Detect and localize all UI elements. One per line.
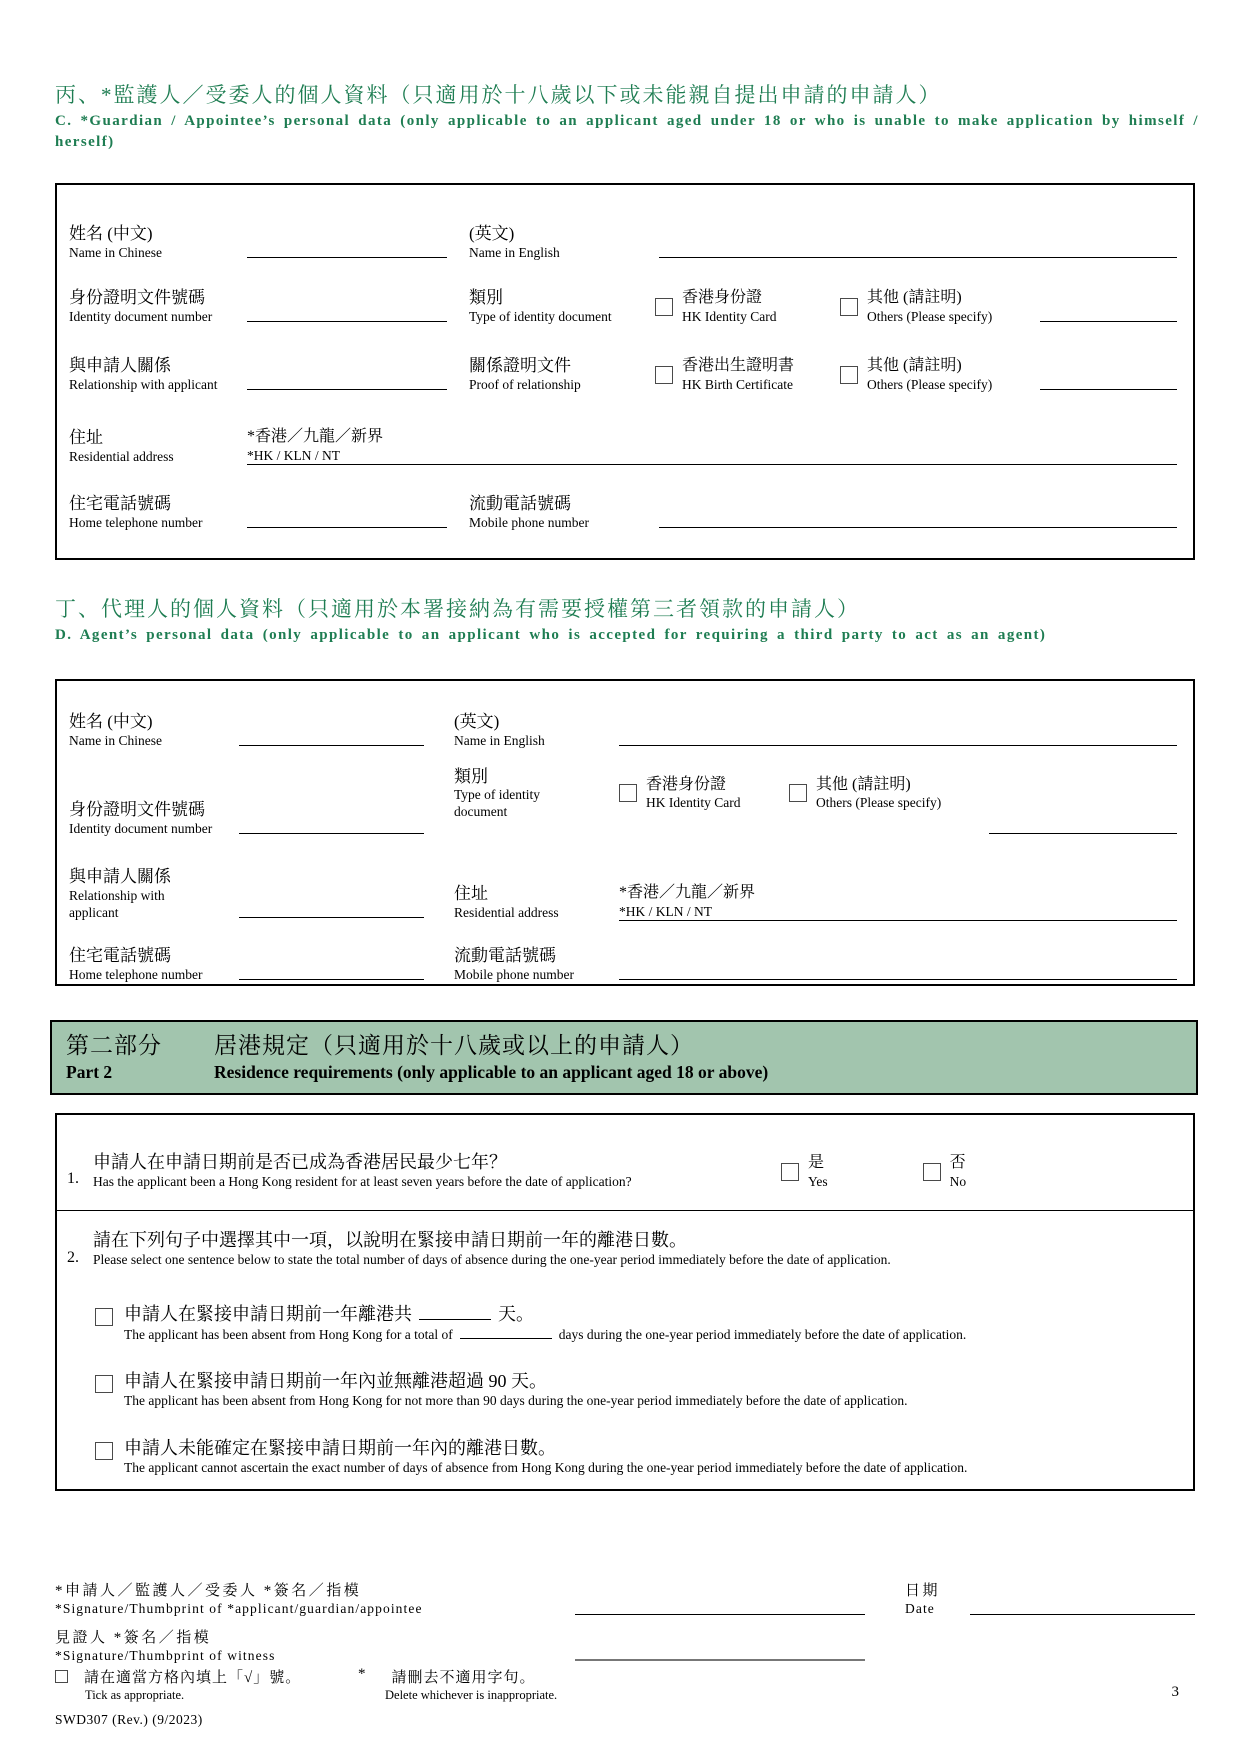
- q1-no-checkbox[interactable]: [923, 1163, 941, 1181]
- zh-text: 姓名 (中文): [69, 223, 153, 243]
- d-home-tel-line[interactable]: [239, 979, 424, 980]
- en-text: HK Birth Certificate: [682, 376, 793, 392]
- d-hk-id-card-checkbox[interactable]: [619, 784, 637, 802]
- section-c-title-en: C. *Guardian / Appointee’s personal data (only applicable to an applicant aged under 18 or who is unable to make application by himself / herself): [55, 113, 1199, 151]
- en-text: HK Identity Card: [682, 308, 777, 324]
- label-d-region: [619, 883, 755, 920]
- date-line[interactable]: [970, 1614, 1195, 1615]
- en-text: Relationship with applicant: [69, 888, 165, 920]
- label-c-region: [247, 427, 383, 464]
- zh-text: 申請人在申請日期前是否已成為香港居民最少七年？: [93, 1151, 507, 1172]
- zh-text: 否: [949, 1154, 966, 1172]
- c-hk-id-card-option: [655, 288, 840, 325]
- part2-title-zh: 居港規定（只適用於十八歲或以上的申請人）: [214, 1033, 694, 1058]
- part2-title-en: Residence requirements (only applicable to an applicant aged 18 or above): [214, 1061, 769, 1082]
- en-text: *HK / KLN / NT: [247, 447, 340, 463]
- d-id-others-line[interactable]: [989, 833, 1177, 834]
- row-c-id: [57, 261, 1193, 325]
- en-text: Type of identity document: [454, 787, 541, 819]
- question-2: [57, 1211, 1193, 1476]
- q2-option-1-checkbox[interactable]: [95, 1308, 113, 1326]
- zh-text: 住址: [69, 427, 103, 447]
- section-d-title-zh: 丁、代理人的個人資料（只適用於本署接納為有需要授權第三者領款的申請人）: [55, 597, 860, 621]
- en-text: Name in English: [469, 244, 560, 260]
- en-text: Name in Chinese: [69, 244, 162, 260]
- d-id-others-checkbox[interactable]: [789, 784, 807, 802]
- c-relationship-line[interactable]: [247, 389, 447, 390]
- zh-text: 申請人在緊接申請日期前一年離港共 天。: [124, 1303, 534, 1324]
- form-code: SWD307 (Rev.) (9/2023): [55, 1712, 203, 1727]
- d-name-english-line[interactable]: [619, 745, 1177, 746]
- c-name-english-line[interactable]: [659, 257, 1177, 258]
- label-c-name-english: [469, 223, 659, 261]
- zh-text: 身份證明文件號碼: [69, 799, 205, 819]
- row-c-address: [57, 393, 1193, 465]
- label-date: [905, 1582, 960, 1618]
- label-c-mobile: [469, 493, 659, 531]
- en-text: Residential address: [69, 448, 174, 464]
- c-id-others-checkbox[interactable]: [840, 298, 858, 316]
- zh-text: 與申請人關係: [69, 355, 171, 375]
- witness-signature-row: [55, 1629, 1195, 1665]
- c-home-tel-line[interactable]: [247, 527, 447, 528]
- label-witness-signature: [55, 1629, 575, 1665]
- label-c-id-number: [69, 287, 247, 325]
- page-number: 3: [1171, 1684, 1179, 1700]
- zh-text: *申請人／監護人／受委人 *簽名／指模: [55, 1583, 362, 1599]
- label-c-home-tel: [69, 493, 247, 531]
- zh-text: 關係證明文件: [469, 355, 571, 375]
- zh-text: *香港／九龍／新界: [619, 884, 756, 902]
- zh-text: 住宅電話號碼: [69, 493, 171, 513]
- d-address-line[interactable]: [619, 883, 1177, 921]
- days-blank-zh[interactable]: [419, 1307, 491, 1320]
- zh-text: 流動電話號碼: [454, 945, 556, 965]
- zh-text: 香港身份證: [682, 289, 763, 307]
- zh-text: 申請人在緊接申請日期前一年內並無離港超過 90 天。: [124, 1371, 547, 1391]
- witness-signature-line[interactable]: [575, 1659, 865, 1661]
- en-text: Mobile phone number: [454, 966, 574, 982]
- question-2-number: 2.: [67, 1248, 79, 1266]
- c-mobile-line[interactable]: [659, 527, 1177, 528]
- zh-text: 其他 (請註明): [867, 357, 962, 375]
- en-text: The applicant cannot ascertain the exact number of days of absence from Hong Kong during the one-year period immediately before the date of application.: [124, 1459, 968, 1475]
- c-id-number-line[interactable]: [247, 321, 447, 322]
- label-c-birth-cert: [682, 356, 794, 393]
- en-text: Proof of relationship: [469, 376, 581, 392]
- days-blank-en[interactable]: [460, 1326, 552, 1339]
- label-c-relationship: [69, 355, 247, 393]
- label-q1-no: [950, 1153, 967, 1190]
- c-birth-cert-checkbox[interactable]: [655, 366, 673, 384]
- row-d-relationship-address: [57, 837, 1193, 921]
- zh-text: 香港出生證明書: [682, 357, 795, 375]
- en-text: Date: [905, 1601, 935, 1617]
- zh-text: *香港／九龍／新界: [247, 428, 384, 446]
- zh-text: 流動電話號碼: [469, 493, 571, 513]
- section-c-header: [55, 82, 1200, 153]
- en-text: No: [949, 1173, 967, 1189]
- part2-banner: [50, 1020, 1198, 1095]
- q1-yes-option: [781, 1153, 828, 1190]
- row-d-name: [57, 693, 1193, 749]
- en-text: Others (Please specify): [867, 308, 993, 324]
- question-1-number: 1.: [67, 1170, 79, 1187]
- label-d-id-type: [454, 766, 619, 821]
- row-c-name: [57, 199, 1193, 261]
- en-text: Others (Please specify): [867, 376, 993, 392]
- zh-text: (英文): [469, 223, 515, 243]
- zh-text: (英文): [454, 711, 500, 731]
- label-d-address: [454, 883, 619, 921]
- en-text: Type of identity document: [469, 308, 612, 324]
- c-proof-others-option: [840, 356, 1040, 393]
- label-c-address: [69, 427, 247, 465]
- q1-yes-checkbox[interactable]: [781, 1163, 799, 1181]
- section-c-title-zh: 丙、*監護人／受委人的個人資料（只適用於十八歲以下或未能親自提出申請的申請人）: [55, 83, 942, 107]
- footer-tick-note-zh: 請在適當方格內填上「√」號。: [84, 1670, 302, 1686]
- label-c-proof-others: [867, 356, 992, 393]
- label-d-id-others: [816, 775, 941, 812]
- q1-no-option: [923, 1153, 967, 1190]
- footer-tick-note-en: Tick as appropriate.: [85, 1688, 185, 1702]
- zh-text: 是: [808, 1154, 825, 1172]
- en-text: Name in Chinese: [69, 732, 162, 748]
- signature-section: [55, 1582, 1195, 1675]
- footer-asterisk: *: [358, 1666, 366, 1682]
- en-text: Home telephone number: [69, 966, 203, 982]
- section-d-title-en: D. Agent’s personal data (only applicable to an applicant who is accepted for requiring a third party to act as an agent): [55, 627, 1047, 644]
- row-c-phones: [57, 465, 1193, 531]
- row-d-phones: [57, 921, 1193, 983]
- label-c-proof: [469, 355, 655, 393]
- q2-option-2: [67, 1370, 1177, 1410]
- part2-label-zh: 第二部分: [66, 1033, 162, 1058]
- zh-text: 其他 (請註明): [867, 289, 962, 307]
- part2-questions-box: [55, 1113, 1195, 1491]
- label-c-hk-id-card: [682, 288, 776, 325]
- label-d-mobile: [454, 945, 619, 983]
- question-1: [57, 1115, 1193, 1211]
- c-proof-others-checkbox[interactable]: [840, 366, 858, 384]
- label-d-id-number: [69, 799, 239, 837]
- applicant-signature-line[interactable]: [575, 1614, 865, 1615]
- en-text: Residential address: [454, 904, 559, 920]
- q2-option-1: [67, 1303, 1177, 1344]
- en-text: Has the applicant been a Hong Kong resident for at least seven years before the date of application?: [93, 1173, 632, 1189]
- row-c-relationship: [57, 325, 1193, 393]
- footer-notes: [55, 1666, 1055, 1728]
- label-d-home-tel: [69, 945, 239, 983]
- zh-text: 其他 (請註明): [816, 775, 911, 793]
- c-id-others-line[interactable]: [1040, 321, 1177, 322]
- section-c-box: [55, 183, 1195, 560]
- zh-text: 日期: [905, 1583, 941, 1599]
- en-text: The applicant has been absent from Hong Kong for a total of days during the one-year period immediately before the date of application.: [124, 1326, 967, 1342]
- en-text: The applicant has been absent from Hong Kong for not more than 90 days during the one-year period immediately before the date of application.: [124, 1393, 908, 1409]
- label-q1-yes: [808, 1153, 828, 1190]
- d-relationship-line[interactable]: [239, 917, 424, 918]
- zh-text: 見證人 *簽名／指模: [55, 1629, 212, 1646]
- label-c-id-type: [469, 287, 655, 325]
- en-text: Yes: [808, 1173, 828, 1189]
- zh-text: 香港身份證: [646, 775, 727, 793]
- c-address-line[interactable]: [247, 427, 1177, 465]
- en-text: Name in English: [454, 732, 545, 748]
- q2-option-2-text: [124, 1370, 908, 1410]
- c-birth-cert-option: [655, 356, 840, 393]
- label-applicant-signature: [55, 1582, 575, 1618]
- en-text: Please select one sentence below to state the total number of days of absence during the one-year period immediately before the date of application.: [93, 1252, 891, 1268]
- zh-text: 住宅電話號碼: [69, 945, 171, 965]
- zh-text: 請在下列句子中選擇其中一項，以說明在緊接申請日期前一年的離港日數。: [93, 1230, 687, 1250]
- zh-text: 類別: [469, 287, 503, 307]
- q2-option-3: [67, 1437, 1177, 1477]
- d-hk-id-card-option: [619, 775, 789, 812]
- d-id-number-line[interactable]: [239, 833, 424, 834]
- label-d-name-chinese: [69, 711, 239, 749]
- footer-tick-checkbox-icon: [55, 1670, 68, 1683]
- en-text: *HK / KLN / NT: [619, 903, 712, 919]
- en-text: *Signature/Thumbprint of witness: [55, 1647, 276, 1663]
- applicant-signature-row: [55, 1582, 1195, 1618]
- question-1-text: [93, 1151, 741, 1191]
- zh-text: 姓名 (中文): [69, 711, 153, 731]
- en-text: Mobile phone number: [469, 514, 589, 530]
- q2-option-1-text: [124, 1303, 966, 1344]
- label-c-name-chinese: [69, 223, 247, 261]
- part2-label-en: Part 2: [66, 1061, 113, 1082]
- footer-delete-note-en: Delete whichever is inappropriate.: [385, 1688, 558, 1702]
- en-text: HK Identity Card: [646, 795, 741, 810]
- d-mobile-line[interactable]: [619, 979, 1177, 980]
- zh-text: 與申請人關係: [69, 867, 171, 887]
- q2-option-2-checkbox[interactable]: [95, 1375, 113, 1393]
- q2-option-3-checkbox[interactable]: [95, 1442, 113, 1460]
- c-id-others-option: [840, 288, 1040, 325]
- zh-text: 申請人未能確定在緊接申請日期前一年內的離港日數。: [124, 1437, 556, 1458]
- d-name-chinese-line[interactable]: [239, 745, 424, 746]
- label-c-id-others: [867, 288, 992, 325]
- question-2-text: [93, 1229, 1177, 1269]
- label-d-relationship: [69, 866, 239, 921]
- en-text: Others (Please specify): [816, 795, 942, 810]
- zh-text: 類別: [454, 766, 488, 786]
- en-text: Home telephone number: [69, 514, 203, 530]
- label-d-name-english: [454, 711, 619, 749]
- en-text: Relationship with applicant: [69, 376, 218, 392]
- zh-text: 住址: [454, 883, 488, 903]
- zh-text: 身份證明文件號碼: [69, 287, 205, 307]
- q2-option-3-text: [124, 1437, 967, 1477]
- section-d-header: [55, 596, 1200, 646]
- en-text: Identity document number: [69, 308, 213, 324]
- c-proof-others-line[interactable]: [1040, 389, 1177, 390]
- label-d-hk-id-card: [646, 775, 740, 812]
- row-d-id: [57, 749, 1193, 837]
- d-id-others-option: [789, 775, 989, 812]
- c-name-chinese-line[interactable]: [247, 257, 447, 258]
- en-text: *Signature/Thumbprint of *applicant/guardian/appointee: [55, 1601, 423, 1617]
- section-d-box: [55, 679, 1195, 986]
- footer-delete-note-zh: 請刪去不適用字句。: [391, 1670, 536, 1686]
- en-text: Identity document number: [69, 820, 213, 836]
- c-hk-id-card-checkbox[interactable]: [655, 298, 673, 316]
